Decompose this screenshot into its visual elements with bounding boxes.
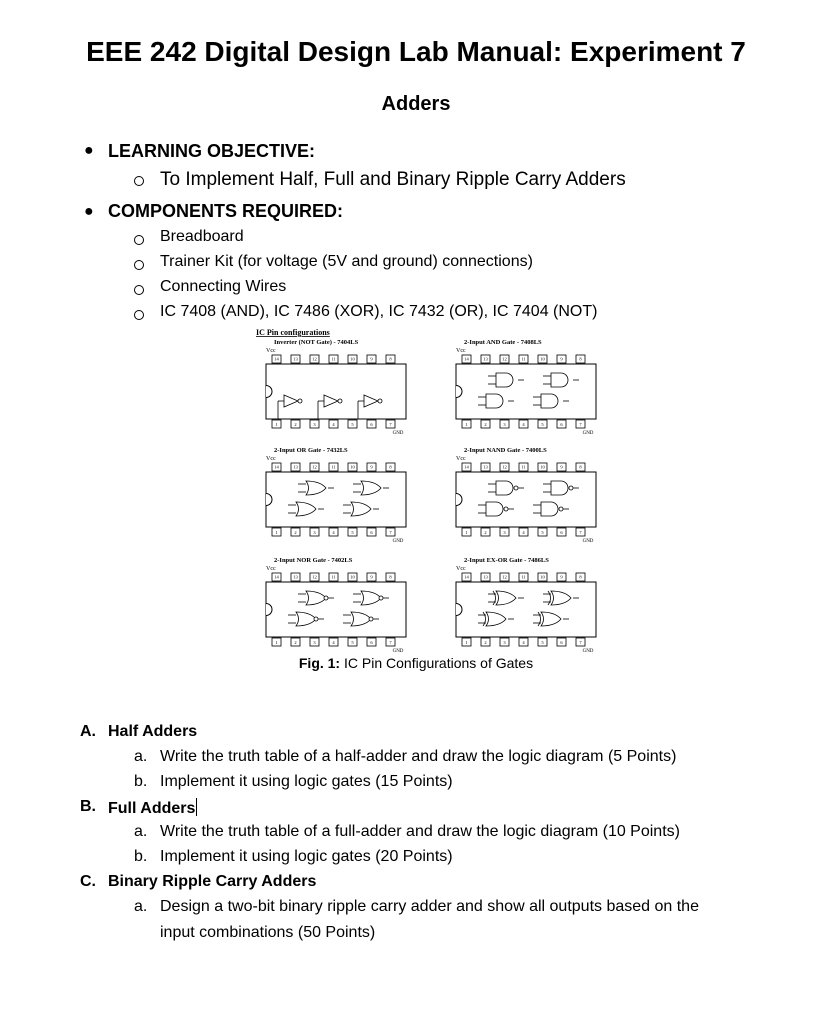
pin-number: 11 — [521, 574, 526, 580]
pin-number: 13 — [293, 574, 298, 580]
pin-number: 14 — [274, 464, 279, 470]
pin-number: 7 — [579, 422, 582, 427]
pin-number: 8 — [389, 574, 392, 580]
gate-bubble — [569, 486, 573, 490]
ic-body — [266, 582, 406, 637]
pin-number: 7 — [389, 422, 392, 427]
gate-bubble — [369, 617, 373, 621]
ic-label: 2-Input EX-OR Gate - 7486LS — [464, 557, 549, 564]
pin-number: 10 — [350, 574, 355, 580]
logic-gate — [541, 502, 558, 516]
gnd-label: GND — [392, 539, 404, 544]
pin-number: 11 — [521, 356, 526, 362]
pin-number: 2 — [294, 640, 297, 645]
pin-number: 3 — [503, 640, 506, 645]
figure-caption-text: IC Pin Configurations of Gates — [340, 655, 534, 671]
task-letter: a. — [134, 748, 148, 765]
pin-number: 10 — [540, 574, 545, 580]
pin-number: 6 — [560, 640, 563, 645]
text-cursor — [196, 798, 197, 816]
pin-number: 1 — [275, 530, 278, 535]
pin-number: 13 — [483, 464, 488, 470]
pin-number: 12 — [312, 464, 317, 470]
component-item: Breadboard — [160, 228, 244, 245]
ic-label: 2-Input NOR Gate - 7402LS — [274, 557, 353, 564]
component-item: Trainer Kit (for voltage (5V and ground) connections) — [160, 253, 533, 270]
pin-number: 5 — [351, 422, 354, 427]
pin-number: 2 — [484, 422, 487, 427]
ic-figure — [250, 326, 620, 654]
pin-number: 2 — [294, 530, 297, 535]
circle-bullet-icon — [134, 235, 144, 245]
pin-number: 14 — [464, 464, 469, 470]
pin-number: 11 — [331, 356, 336, 362]
circle-bullet-icon — [134, 285, 144, 295]
gate-bubble — [314, 617, 318, 621]
pin-number: 9 — [560, 464, 563, 470]
pin-number: 7 — [389, 640, 392, 645]
gnd-label: GND — [582, 539, 594, 544]
component-item: Connecting Wires — [160, 278, 287, 295]
pin-number: 14 — [464, 356, 469, 362]
task-text-continued: input combinations (50 Points) — [160, 924, 376, 941]
components-heading: COMPONENTS REQUIRED: — [108, 201, 344, 221]
pin-number: 3 — [313, 422, 316, 427]
section-letter: B. — [80, 798, 96, 815]
pin-number: 4 — [332, 640, 335, 645]
ic-body — [456, 364, 596, 419]
pin-number: 11 — [331, 464, 336, 470]
pin-number: 6 — [370, 640, 373, 645]
pin-number: 9 — [370, 356, 373, 362]
pin-number: 8 — [579, 356, 582, 362]
gnd-label: GND — [392, 431, 404, 436]
section-title-ripple-carry: Binary Ripple Carry Adders — [108, 873, 317, 890]
gnd-label: GND — [582, 431, 594, 436]
vcc-label: Vcc — [266, 566, 276, 572]
task-letter: b. — [134, 848, 148, 865]
task-text: Write the truth table of a full-adder and draw the logic diagram (10 Points) — [160, 823, 680, 840]
pin-number: 4 — [522, 422, 525, 427]
ic-label: 2-Input NAND Gate - 7400LS — [464, 447, 547, 454]
task-letter: a. — [134, 898, 148, 915]
pin-number: 12 — [502, 356, 507, 362]
pin-number: 1 — [465, 422, 468, 427]
section-title-full-adders — [108, 798, 197, 818]
pin-number: 13 — [483, 574, 488, 580]
pin-number: 9 — [370, 574, 373, 580]
pin-number: 2 — [484, 530, 487, 535]
pin-number: 11 — [521, 464, 526, 470]
pin-number: 3 — [313, 640, 316, 645]
pin-number: 5 — [541, 530, 544, 535]
gate-bubble — [504, 507, 508, 511]
pin-number: 5 — [351, 640, 354, 645]
task-text: Implement it using logic gates (20 Points) — [160, 848, 453, 865]
page-subtitle: Adders — [381, 93, 451, 115]
ic-label: Inverter (NOT Gate) - 7404LS — [274, 339, 359, 346]
gate-bubble — [514, 486, 518, 490]
ic-body — [266, 364, 406, 419]
pin-number: 5 — [541, 422, 544, 427]
section-title-text: Full Adders — [108, 800, 196, 817]
pin-number: 9 — [560, 574, 563, 580]
not-bubble — [298, 399, 302, 403]
pin-number: 2 — [484, 640, 487, 645]
pin-number: 9 — [370, 464, 373, 470]
ic-body — [456, 582, 596, 637]
section-letter: A. — [80, 723, 96, 740]
figure-caption-label: Fig. 1: — [298, 655, 341, 671]
bullet-icon: ● — [84, 142, 94, 159]
logic-gate — [496, 373, 513, 387]
figure-heading: IC Pin configurations — [256, 328, 330, 337]
circle-bullet-icon — [134, 260, 144, 270]
pin-number: 9 — [560, 356, 563, 362]
pin-number: 6 — [560, 530, 563, 535]
task-text: Design a two-bit binary ripple carry adder and show all outputs based on the — [160, 898, 699, 915]
task-text: Write the truth table of a half-adder and draw the logic diagram (5 Points) — [160, 748, 677, 765]
gnd-label: GND — [392, 649, 404, 654]
pin-number: 10 — [540, 356, 545, 362]
ic-pin-diagram — [250, 326, 620, 654]
pin-number: 6 — [560, 422, 563, 427]
pin-number: 2 — [294, 422, 297, 427]
logic-gate — [486, 502, 503, 516]
pin-number: 8 — [389, 464, 392, 470]
pin-number: 5 — [541, 640, 544, 645]
pin-number: 8 — [579, 574, 582, 580]
pin-number: 12 — [502, 464, 507, 470]
gate-bubble — [559, 507, 563, 511]
ic-label: 2-Input AND Gate - 7408LS — [464, 339, 542, 346]
pin-number: 7 — [389, 530, 392, 535]
pin-number: 4 — [522, 530, 525, 535]
pin-number: 14 — [464, 574, 469, 580]
pin-number: 1 — [465, 640, 468, 645]
task-letter: a. — [134, 823, 148, 840]
figure-caption — [0, 655, 832, 671]
logic-gate — [541, 394, 558, 408]
task-letter: b. — [134, 773, 148, 790]
ic-body — [266, 472, 406, 527]
pin-number: 4 — [332, 530, 335, 535]
gnd-label: GND — [582, 649, 594, 654]
pin-number: 10 — [350, 464, 355, 470]
pin-number: 3 — [503, 422, 506, 427]
pin-number: 8 — [579, 464, 582, 470]
pin-number: 1 — [275, 640, 278, 645]
pin-number: 12 — [502, 574, 507, 580]
vcc-label: Vcc — [266, 456, 276, 462]
pin-number: 10 — [350, 356, 355, 362]
not-bubble — [378, 399, 382, 403]
vcc-label: Vcc — [266, 348, 276, 354]
pin-number: 1 — [465, 530, 468, 535]
page-title: EEE 242 Digital Design Lab Manual: Experiment 7 — [86, 36, 746, 67]
section-letter: C. — [80, 873, 96, 890]
circle-bullet-icon — [134, 310, 144, 320]
pin-number: 13 — [483, 356, 488, 362]
circle-bullet-icon — [134, 176, 144, 186]
gate-bubble — [324, 596, 328, 600]
pin-number: 12 — [312, 356, 317, 362]
section-title-half-adders: Half Adders — [108, 723, 198, 740]
component-item: IC 7408 (AND), IC 7486 (XOR), IC 7432 (OR), IC 7404 (NOT) — [160, 303, 598, 320]
pin-number: 13 — [293, 464, 298, 470]
pin-number: 7 — [579, 640, 582, 645]
pin-number: 4 — [332, 422, 335, 427]
not-bubble — [338, 399, 342, 403]
vcc-label: Vcc — [456, 348, 466, 354]
ic-label: 2-Input OR Gate - 7432LS — [274, 447, 348, 454]
pin-number: 6 — [370, 422, 373, 427]
pin-number: 11 — [331, 574, 336, 580]
pin-number: 8 — [389, 356, 392, 362]
pin-number: 12 — [312, 574, 317, 580]
pin-number: 10 — [540, 464, 545, 470]
objective-item: To Implement Half, Full and Binary Ripple Carry Adders — [160, 169, 626, 190]
bullet-icon: ● — [84, 203, 94, 220]
vcc-label: Vcc — [456, 566, 466, 572]
ic-body — [456, 472, 596, 527]
vcc-label: Vcc — [456, 456, 466, 462]
pin-number: 7 — [579, 530, 582, 535]
pin-number: 6 — [370, 530, 373, 535]
task-text: Implement it using logic gates (15 Points) — [160, 773, 453, 790]
pin-number: 4 — [522, 640, 525, 645]
logic-gate — [496, 481, 513, 495]
logic-gate — [551, 373, 568, 387]
pin-number: 14 — [274, 356, 279, 362]
pin-number: 13 — [293, 356, 298, 362]
gate-bubble — [379, 596, 383, 600]
objective-heading: LEARNING OBJECTIVE: — [108, 141, 316, 161]
pin-number: 3 — [503, 530, 506, 535]
pin-number: 1 — [275, 422, 278, 427]
logic-gate — [551, 481, 568, 495]
pin-number: 5 — [351, 530, 354, 535]
pin-number: 14 — [274, 574, 279, 580]
pin-number: 3 — [313, 530, 316, 535]
logic-gate — [486, 394, 503, 408]
